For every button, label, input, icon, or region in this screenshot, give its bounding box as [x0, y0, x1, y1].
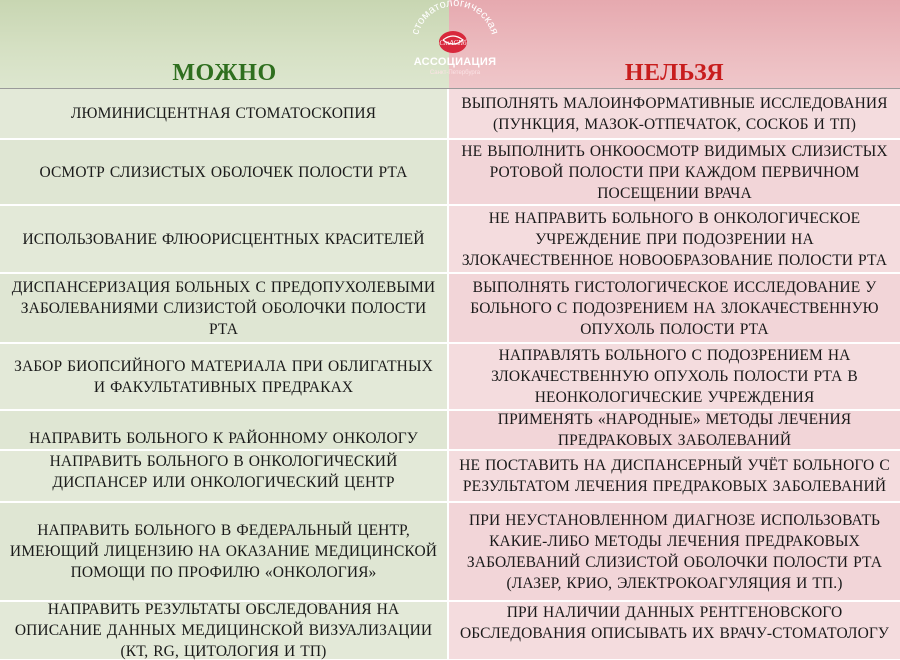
- column-header-cannot: НЕЛЬЗЯ: [624, 60, 725, 86]
- can-cell: ЛЮМИНИСЦЕНТНАЯ СТОМАТОСКОПИЯ: [0, 89, 449, 140]
- svg-text:стоматологическая: [409, 0, 500, 36]
- comparison-table: [0, 88, 900, 660]
- logo-city-label: Санкт-Петербурга: [429, 70, 481, 76]
- can-cell: НАПРАВИТЬ БОЛЬНОГО В ФЕДЕРАЛЬНЫЙ ЦЕНТР, ИМЕЮЩИЙ ЛИЦЕНЗИЮ НА ОКАЗАНИЕ МЕДИЦИНСКОЙ ПОМОЩИ ПО ПРОФИЛЮ «ОНКОЛОГИЯ»: [0, 503, 449, 602]
- cannot-cell: НАПРАВЛЯТЬ БОЛЬНОГО С ПОДОЗРЕНИЕМ НА ЗЛОКАЧЕСТВЕННУЮ ОПУХОЛЬ ПОЛОСТИ РТА В НЕОНКОЛОГИЧЕСКИЕ УЧРЕЖДЕНИЯ: [449, 344, 900, 411]
- logo-arc-text: стоматологическая: [409, 0, 501, 37]
- cannot-cell: ВЫПОЛНЯТЬ МАЛОИНФОРМАТИВНЫЕ ИССЛЕДОВАНИЯ (ПУНКЦИЯ, МАЗОК-ОТПЕЧАТОК, СОСКОБ И ТП): [449, 89, 900, 140]
- can-cell: НАПРАВИТЬ РЕЗУЛЬТАТЫ ОБСЛЕДОВАНИЯ НА ОПИСАНИЕ ДАННЫХ МЕДИЦИНСКОЙ ВИЗУАЛИЗАЦИИ (КТ, RG, ЦИТОЛОГИЯ И ТП): [0, 602, 449, 660]
- can-cell: ИСПОЛЬЗОВАНИЕ ФЛЮОРИСЦЕНТНЫХ КРАСИТЕЛЕЙ: [0, 206, 449, 274]
- can-cell: НАПРАВИТЬ БОЛЬНОГО К РАЙОННОМУ ОНКОЛОГУ: [0, 411, 449, 451]
- cannot-cell: НЕ ПОСТАВИТЬ НА ДИСПАНСЕРНЫЙ УЧЁТ БОЛЬНОГО С РЕЗУЛЬТАТОМ ЛЕЧЕНИЯ ПРЕДРАКОВЫХ ЗАБОЛЕВАНИЙ: [449, 451, 900, 503]
- can-cell: НАПРАВИТЬ БОЛЬНОГО В ОНКОЛОГИЧЕСКИЙ ДИСПАНСЕР ИЛИ ОНКОЛОГИЧЕСКИЙ ЦЕНТР: [0, 451, 449, 503]
- can-cell: ДИСПАНСЕРИЗАЦИЯ БОЛЬНЫХ С ПРЕДОПУХОЛЕВЫМИ ЗАБОЛЕВАНИЯМИ СЛИЗИСТОЙ ОБОЛОЧКИ ПОЛОСТИ РТА: [0, 274, 449, 344]
- cannot-cell: ПРИ НЕУСТАНОВЛЕННОМ ДИАГНОЗЕ ИСПОЛЬЗОВАТЬ КАКИЕ-ЛИБО МЕТОДЫ ЛЕЧЕНИЯ ПРЕДРАКОВЫХ ЗАБОЛЕВАНИЙ СЛИЗИСТОЙ ОБОЛОЧКИ ПОЛОСТИ РТА (ЛАЗЕР, КРИО, ЭЛЕКТРОКОАГУЛЯЦИЯ И ТП.): [449, 503, 900, 602]
- column-header-can: МОЖНО: [172, 60, 277, 86]
- cannot-cell: НЕ ВЫПОЛНИТЬ ОНКООСМОТР ВИДИМЫХ СЛИЗИСТЫХ РОТОВОЙ ПОЛОСТИ ПРИ КАЖДОМ ПЕРВИЧНОМ ПОСЕЩЕНИИ ВРАЧА: [449, 140, 900, 206]
- cannot-cell: НЕ НАПРАВИТЬ БОЛЬНОГО В ОНКОЛОГИЧЕСКОЕ УЧРЕЖДЕНИЕ ПРИ ПОДОЗРЕНИИ НА ЗЛОКАЧЕСТВЕННОЕ НОВООБРАЗОВАНИЕ ПОЛОСТИ РТА: [449, 206, 900, 274]
- logo-emblem-text: СтАСПб: [439, 39, 467, 47]
- cannot-cell: ВЫПОЛНЯТЬ ГИСТОЛОГИЧЕСКОЕ ИССЛЕДОВАНИЕ У БОЛЬНОГО С ПОДОЗРЕНИЕМ НА ЗЛОКАЧЕСТВЕННУЮ ОПУХОЛЬ ПОЛОСТИ РТА: [449, 274, 900, 344]
- logo-association-label: АССОЦИАЦИЯ: [413, 56, 497, 68]
- can-cell: ЗАБОР БИОПСИЙНОГО МАТЕРИАЛА ПРИ ОБЛИГАТНЫХ И ФАКУЛЬТАТИВНЫХ ПРЕДРАКАХ: [0, 344, 449, 411]
- cannot-cell: ПРИ НАЛИЧИИ ДАННЫХ РЕНТГЕНОВСКОГО ОБСЛЕДОВАНИЯ ОПИСЫВАТЬ ИХ ВРАЧУ-СТОМАТОЛОГУ: [449, 602, 900, 660]
- can-cell: ОСМОТР СЛИЗИСТЫХ ОБОЛОЧЕК ПОЛОСТИ РТА: [0, 140, 449, 206]
- cannot-cell: ПРИМЕНЯТЬ «НАРОДНЫЕ» МЕТОДЫ ЛЕЧЕНИЯ ПРЕДРАКОВЫХ ЗАБОЛЕВАНИЙ: [449, 411, 900, 451]
